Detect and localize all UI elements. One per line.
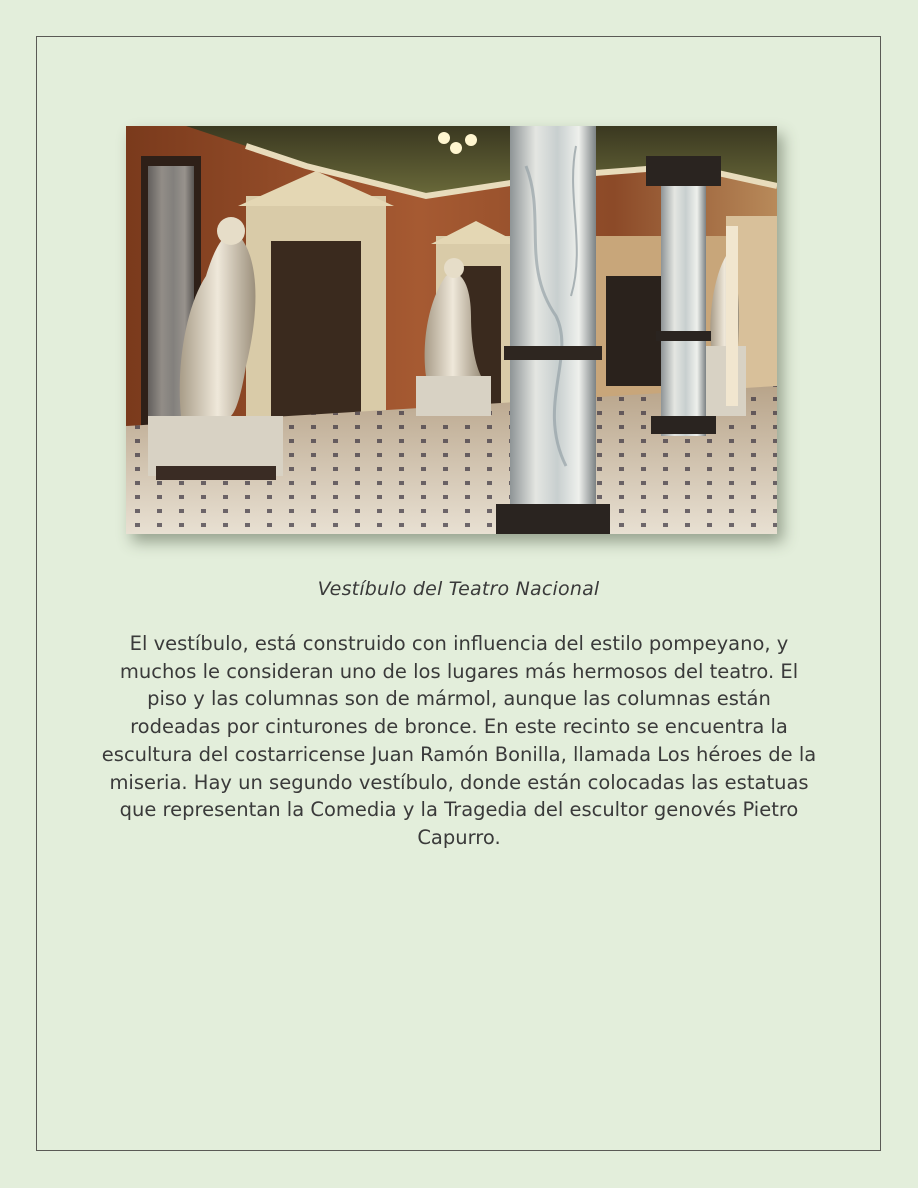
- body-paragraph: El vestíbulo, está construido con influencia del estilo pompeyano, y muchos le consideran uno de los lugares más hermosos del teatro. El piso y las columnas son de mármol, aunque las columnas están rodeadas por cinturones de bronce. En este recinto se encuentra la escultura del costarricense Juan Ramón Bonilla, llamada Los héroes de la miseria. Hay un segundo vestíbulo, donde están colocadas las estatuas que representan la Comedia y la Tragedia del escultor genovés Pietro Capurro.: [101, 632, 817, 849]
- lobby-photo: [126, 126, 777, 534]
- image-caption: Vestíbulo del Teatro Nacional: [317, 578, 600, 600]
